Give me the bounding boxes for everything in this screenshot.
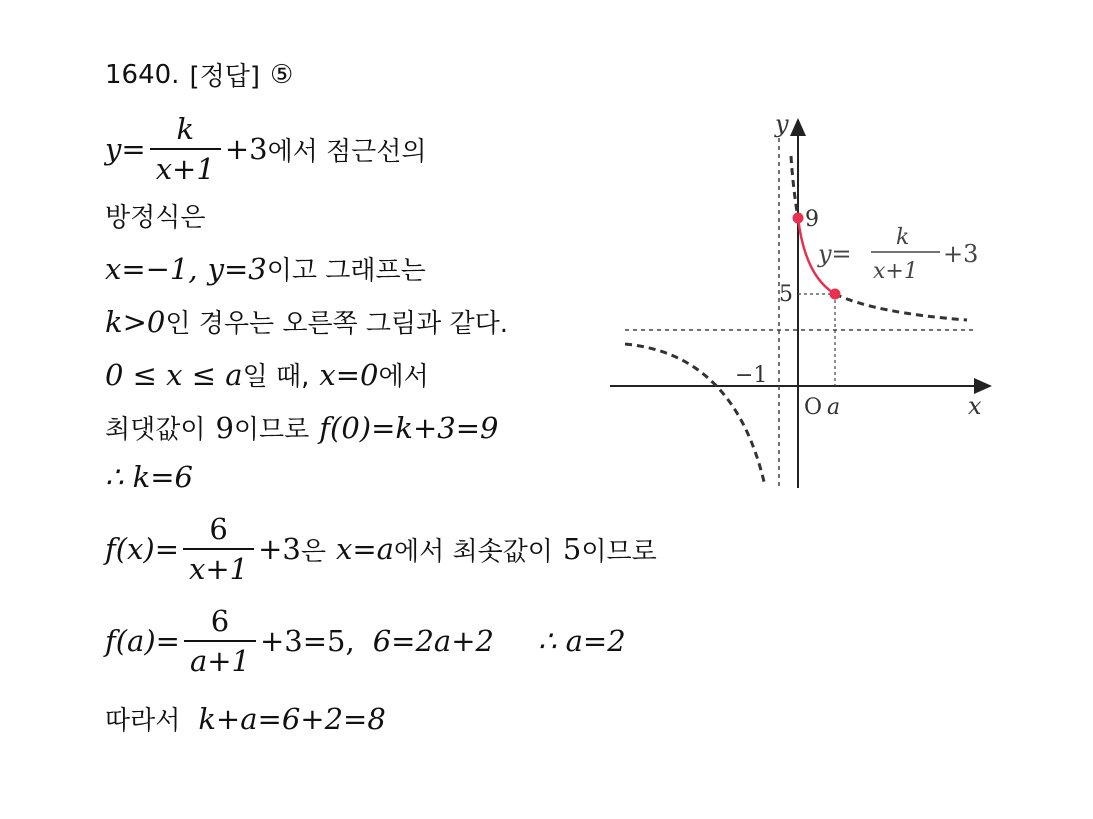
math-plus-3: +3	[258, 532, 301, 566]
math-x-eq-neg1: x=−1,	[105, 251, 198, 286]
text-therefore: 이므로	[233, 415, 310, 445]
curve-eq-num: k	[896, 225, 910, 250]
origin-label: O	[804, 395, 823, 420]
math-6-eq-2a-plus-2: 6=2a+2	[372, 624, 494, 658]
curve-right-lower-dashed	[835, 294, 967, 320]
y-axis-label: y	[775, 110, 789, 138]
curve-eq-den: x+1	[873, 259, 918, 284]
math-f0: f(0)=k+3=9	[319, 410, 499, 445]
text-max-value: 최댓값이	[105, 415, 206, 445]
fraction-6-over-x-plus-1	[183, 512, 254, 586]
x-axis-label: x	[968, 392, 982, 420]
a-label: a	[827, 395, 841, 420]
math-equals: =	[121, 132, 146, 166]
text-therefore: 이므로	[581, 536, 657, 567]
problem-number: 1640.	[105, 59, 180, 90]
solution-line-3	[105, 250, 426, 287]
label-9: 9	[805, 207, 819, 232]
math-x-eq-a: x=a	[336, 532, 394, 566]
math-nine: 9	[215, 410, 234, 445]
curve-eq-rest: +3	[943, 240, 979, 268]
text-when: 일 때,	[242, 362, 310, 392]
solution-line-8	[105, 512, 657, 586]
fraction-numerator: 6	[210, 604, 230, 638]
math-fx: f(x)=	[105, 532, 180, 566]
text-min-value: 에서 최솟값이	[393, 536, 553, 567]
text-eun: 은	[300, 536, 326, 567]
math-plus-3-eq-5: +3=5,	[260, 624, 355, 658]
answer-label: [정답]	[189, 62, 260, 92]
text-so: 따라서	[105, 706, 181, 736]
solution-line-7	[105, 460, 193, 494]
fraction-denominator: x+1	[150, 148, 221, 186]
point-min	[830, 289, 841, 300]
math-five: 5	[562, 532, 582, 566]
math-x-eq-0: x=0	[319, 357, 379, 392]
math-range: 0 ≤ x ≤ a	[105, 357, 243, 392]
math-a-eq-2: ∴ a=2	[537, 624, 626, 658]
curve-right-upper-dashed	[791, 156, 798, 218]
solution-line-5	[105, 356, 429, 393]
text-equation: 방정식은	[105, 203, 206, 233]
math-k-gt-0: k>0	[105, 304, 166, 339]
fraction-6-over-a-plus-1	[184, 604, 256, 678]
hyperbola-graph	[595, 108, 1015, 508]
label-neg1: −1	[735, 363, 768, 388]
math-k-eq-6: ∴ k=6	[105, 460, 193, 494]
solution-line-9	[105, 604, 626, 678]
fraction-denominator: x+1	[183, 548, 254, 586]
fraction-numerator: k	[176, 112, 195, 146]
solution-line-10	[105, 700, 386, 737]
problem-header	[105, 56, 293, 93]
solution-line-6	[105, 409, 498, 446]
text-graph: 이고 그래프는	[266, 256, 426, 286]
math-plus-3: +3	[224, 132, 268, 166]
solution-line-2	[105, 197, 205, 234]
label-5: 5	[779, 282, 793, 307]
math-y: y	[105, 132, 122, 166]
fraction-k-over-x-plus-1	[150, 112, 221, 186]
math-k-plus-a: k+a=6+2=8	[198, 701, 386, 736]
solution-line-4	[105, 303, 508, 340]
text-asymptote: 에서 점근선의	[267, 136, 427, 167]
fraction-numerator: 6	[209, 512, 228, 546]
math-y-eq-3: y=3	[207, 251, 267, 286]
point-max	[793, 213, 804, 224]
curve-eq-lhs: y=	[818, 240, 852, 268]
fraction-denominator: a+1	[184, 640, 256, 678]
text-at: 에서	[378, 362, 429, 392]
curve-equation	[817, 225, 978, 284]
solution-line-1	[105, 112, 427, 186]
math-fa: f(a)=	[105, 624, 180, 658]
answer-mark: ⑤	[269, 59, 294, 90]
text-case: 인 경우는 오른쪽 그림과 같다.	[165, 309, 509, 339]
